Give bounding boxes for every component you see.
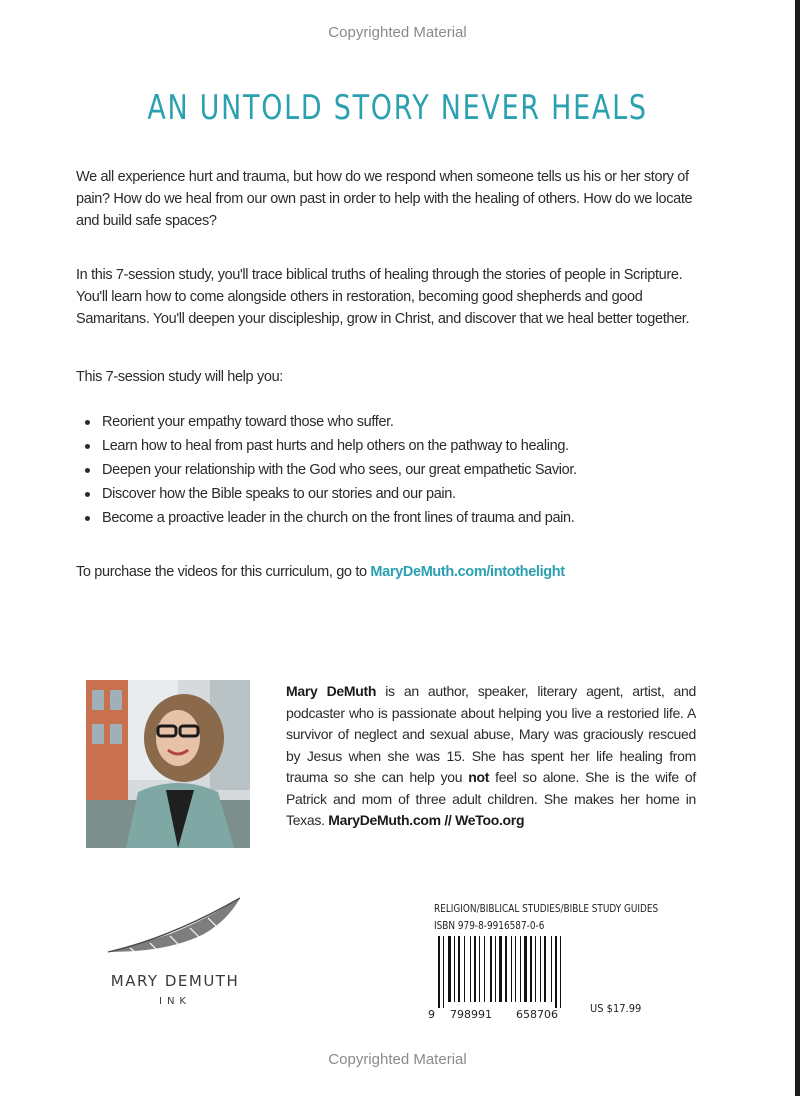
list-item xyxy=(76,410,736,434)
barcode-bar xyxy=(505,936,507,1002)
list-item-text: Learn how to heal from past hurts and help others on the pathway to healing. xyxy=(102,438,569,454)
publisher-logo xyxy=(100,890,260,1020)
barcode-bar xyxy=(443,936,444,1008)
list-item-text: Reorient your empathy toward those who suffer. xyxy=(102,414,394,430)
barcode-bar xyxy=(448,936,451,1002)
isbn-number: ISBN 979-8-9916587-0-6 xyxy=(434,919,545,932)
bio-emphasis: not xyxy=(468,769,490,785)
barcode-digits-group-1: 798991 xyxy=(450,1008,492,1021)
barcode-bar xyxy=(560,936,561,1008)
barcode-bar xyxy=(438,936,440,1008)
intro-paragraph: We all experience hurt and trauma, but how do we respond when someone tells us his or her story of pain? How do we heal from our own past in order to help with the healing of others. How do we locate and build safe spaces? xyxy=(76,169,693,229)
barcode-bar xyxy=(511,936,512,1002)
bullet-icon xyxy=(85,468,90,473)
barcode-digits-group-2: 658706 xyxy=(516,1008,558,1021)
benefit-list xyxy=(76,410,736,530)
barcode-lead-digit: 9 xyxy=(428,1008,435,1021)
barcode-bar xyxy=(551,936,552,1002)
bio-text-1: is an author, speaker, literary agent, artist, and podcaster who is passionate about helping you live a restoried life. A survivor of neglect and sexual abuse, Mary was graciously rescued by Jesus when she was 15. She has spent her life healing from trauma so she can help you xyxy=(286,683,696,785)
barcode-bar xyxy=(458,936,460,1002)
watermark-top: Copyrighted Material xyxy=(328,24,467,41)
barcode-bar xyxy=(484,936,485,1002)
barcode-bar xyxy=(524,936,527,1002)
watermark-bottom: Copyrighted Material xyxy=(328,1051,467,1068)
feather-icon xyxy=(100,890,260,970)
list-item-text: Discover how the Bible speaks to our stories and our pain. xyxy=(102,486,456,502)
barcode-bar xyxy=(515,936,516,1002)
study-paragraph: In this 7-session study, you'll trace biblical truths of healing through the stories of people in Scripture. You'll learn how to come alongside others in restoration, becoming good shepherds and good Samaritans. You'll deepen your discipleship, grow in Christ, and discover that we heal better together. xyxy=(76,267,690,327)
barcode-bar xyxy=(520,936,521,1002)
bullet-icon xyxy=(85,492,90,497)
author-links[interactable]: MaryDeMuth.com // WeToo.org xyxy=(328,812,525,828)
page-headline: AN UNTOLD STORY NEVER HEALS xyxy=(147,88,648,128)
list-item-text: Deepen your relationship with the God who sees, our great empathetic Savior. xyxy=(102,462,577,478)
barcode-bar xyxy=(479,936,480,1002)
list-item xyxy=(76,506,736,530)
help-intro: This 7-session study will help you: xyxy=(76,369,283,385)
barcode-bar xyxy=(470,936,471,1002)
purchase-link[interactable]: MaryDeMuth.com/intothelight xyxy=(370,564,565,580)
author-name: Mary DeMuth xyxy=(286,683,377,699)
purchase-text: To purchase the videos for this curriculum, go to xyxy=(76,564,371,580)
barcode-bar xyxy=(555,936,557,1008)
price: US $17.99 xyxy=(590,1002,642,1015)
bisac-category: RELIGION/BIBLICAL STUDIES/BIBLE STUDY GUIDES xyxy=(434,902,659,915)
author-photo xyxy=(86,680,250,848)
barcode-bar xyxy=(540,936,541,1002)
author-photo-illustration xyxy=(86,680,250,848)
barcode-bar xyxy=(535,936,536,1002)
bullet-icon xyxy=(85,420,90,425)
logo-subtitle: INK xyxy=(159,996,191,1007)
logo-name: MARY DEMUTH xyxy=(110,972,240,990)
list-item xyxy=(76,434,736,458)
list-item xyxy=(76,482,736,506)
author-bio xyxy=(286,681,696,832)
barcode-bar xyxy=(464,936,465,1002)
barcode-bar xyxy=(499,936,502,1002)
barcode-bar xyxy=(544,936,546,1002)
right-edge-border xyxy=(795,0,800,1096)
list-item-text: Become a proactive leader in the church on the front lines of trauma and pain. xyxy=(102,510,575,526)
barcode-bar xyxy=(490,936,492,1002)
bullet-icon xyxy=(85,516,90,521)
bullet-icon xyxy=(85,444,90,449)
barcode-bar xyxy=(454,936,455,1002)
list-item xyxy=(76,458,736,482)
barcode-bar xyxy=(530,936,532,1002)
barcode-bar xyxy=(495,936,496,1002)
purchase-line xyxy=(76,561,716,583)
barcode-bar xyxy=(474,936,476,1002)
bio-text-2: feel so alone. She is the wife of Patrick and mom of three adult children. She makes her home in Texas. xyxy=(286,769,696,828)
